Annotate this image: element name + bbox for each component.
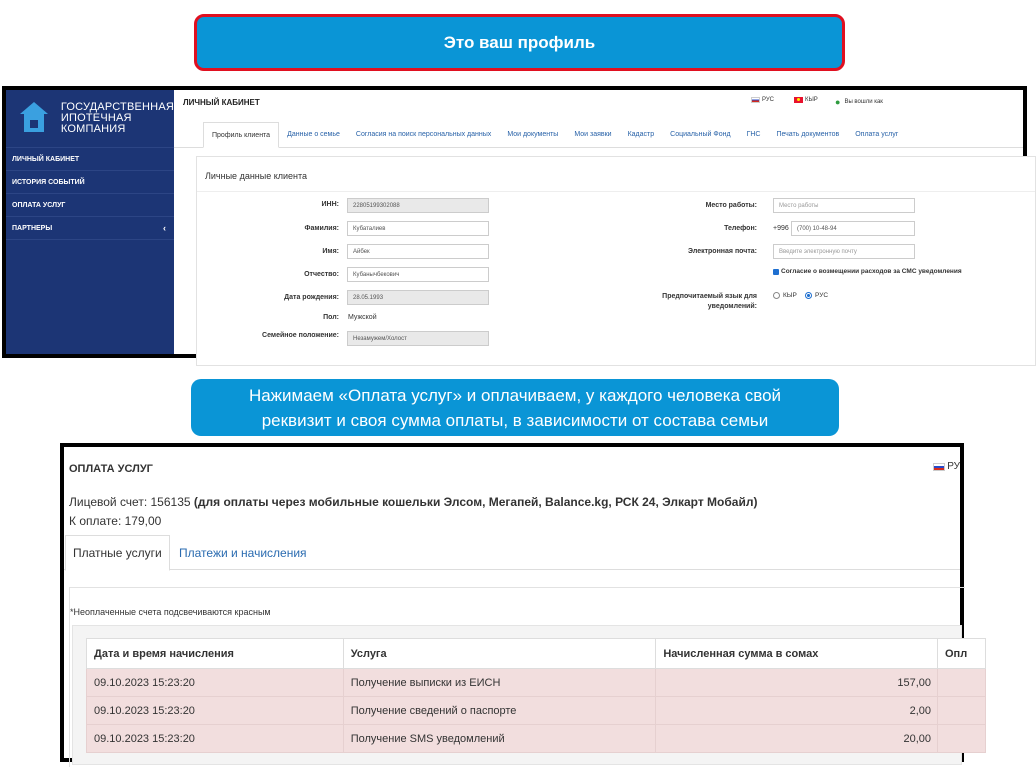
name-label: Имя: [322,248,339,255]
tab-payments-charges[interactable]: Платежи и начисления [179,545,307,560]
inn-field: 22805199302088 [347,198,489,213]
phone-prefix: +996 [773,225,789,232]
phone-field[interactable]: (700) 10-48-94 [791,221,915,236]
russia-flag-icon [751,97,760,103]
checkbox-checked-icon [773,269,779,275]
row-service: Получение выписки из ЕИСН [343,669,656,697]
page-title: ЛИЧНЫЙ КАБИНЕТ [183,98,260,107]
lang-pref-label: Предпочитаемый язык для уведомлений: [662,293,757,310]
row-date: 09.10.2023 15:23:20 [87,725,344,753]
table-row[interactable] [87,725,986,753]
services-table-wrap [72,625,968,765]
gender-value: Мужской [348,314,377,321]
unpaid-note: *Неоплаченные счета подсвечиваются красным [70,607,271,617]
chevron-left-icon: ‹ [163,223,166,233]
sidebar-item-partners[interactable]: ПАРТНЕРЫ ‹ [6,217,174,240]
email-label: Электронная почта: [688,248,757,255]
surname-field[interactable]: Кубаталиев [347,221,489,236]
sidebar-item-cabinet[interactable]: ЛИЧНЫЙ КАБИНЕТ [6,148,174,171]
tab-social-fund[interactable]: Социальный Фонд [670,130,731,138]
payment-tabs [64,535,960,570]
inn-label: ИНН: [321,201,339,208]
surname-label: Фамилия: [304,225,339,232]
col-amount[interactable]: Начисленная сумма в сомах [656,639,938,669]
profile-screenshot [2,86,1027,358]
tab-documents[interactable]: Мои документы [507,130,559,138]
table-header [87,639,986,669]
work-field[interactable]: Место работы [773,198,915,213]
user-menu[interactable]: ● Вы вошли как [835,97,883,107]
lang-switch-kg[interactable]: КЫР [794,97,818,103]
row-amount: 20,00 [656,725,938,753]
personal-data-panel [196,156,1036,366]
callout-profile-text: Это ваш профиль [443,32,596,52]
lang-switch-ru[interactable]: РУС [751,97,774,103]
family-status-label: Семейное положение: [262,332,339,339]
radio-on-icon [805,292,812,299]
callout-payment-line2: реквизит и своя сумма оплаты, в зависимости от состава семьи [261,411,769,430]
sidebar [6,90,174,354]
profile-tabs [174,120,1023,148]
tab-family[interactable]: Данные о семье [287,130,340,138]
kyrgyzstan-flag-icon [794,97,803,103]
col-date[interactable]: Дата и время начисления [87,639,344,669]
tab-applications[interactable]: Мои заявки [574,130,612,138]
services-table [86,638,986,753]
patronymic-field[interactable]: Кубанычбекович [347,267,489,282]
payment-screenshot [60,443,968,762]
gender-label: Пол: [323,314,339,321]
callout-profile [194,14,845,71]
email-field[interactable]: Введите электронную почту [773,244,915,259]
section-title: Личные данные клиента [205,171,308,181]
lang-switch-ru[interactable]: РУ [933,461,960,472]
row-date: 09.10.2023 15:23:20 [87,697,344,725]
col-paid[interactable]: Опл [938,639,986,669]
birth-date-field: 28.05.1993 [347,290,489,305]
row-service: Получение SMS уведомлений [343,725,656,753]
sms-consent-checkbox[interactable]: Согласие о возмещении расходов за СМС уведомления [773,268,962,275]
tab-print[interactable]: Печать документов [776,130,840,138]
user-icon: ● [835,97,841,107]
table-row[interactable] [87,697,986,725]
row-service: Получение сведений о паспорте [343,697,656,725]
header [174,90,1023,116]
phone-label: Телефон: [724,225,757,232]
work-label: Место работы: [705,202,757,209]
tab-consents[interactable]: Согласия на поиск персональных данных [355,130,492,138]
sidebar-item-payment[interactable]: ОПЛАТА УСЛУГ [6,194,174,217]
family-status-field: Незамужем/Холост [347,331,489,346]
radio-off-icon [773,292,780,299]
russia-flag-icon [933,463,945,471]
lang-pref-kg-radio[interactable]: КЫР [773,292,797,299]
house-logo-icon [18,102,49,136]
name-field[interactable]: Айбек [347,244,489,259]
tab-profile[interactable]: Профиль клиента [203,122,279,148]
lang-pref-ru-radio[interactable]: РУС [805,292,828,299]
sidebar-item-history[interactable]: ИСТОРИЯ СОБЫТИЙ [6,171,174,194]
amount-to-pay: К оплате: 179,00 [69,514,162,528]
tab-payment[interactable]: Оплата услуг [855,130,899,138]
tab-cadastre[interactable]: Кадастр [627,130,655,138]
callout-payment [191,379,839,436]
col-service[interactable]: Услуга [343,639,656,669]
payment-title: ОПЛАТА УСЛУГ [69,463,153,475]
callout-payment-line1: Нажимаем «Оплата услуг» и оплачиваем, у каждого человека свой [248,386,782,405]
tab-tax[interactable]: ГНС [746,130,761,138]
logo-text: ГОСУДАРСТВЕННАЯ ИПОТЕЧНАЯ КОМПАНИЯ [60,101,174,135]
row-amount: 157,00 [656,669,938,697]
logo[interactable] [6,90,174,148]
patronymic-label: Отчество: [304,271,339,278]
account-info: Лицевой счет: 156135 (для оплаты через мобильные кошельки Элсом, Мегапей, Balance.kg, РСК 24, Элкарт Мобайл) [69,495,758,509]
row-amount: 2,00 [656,697,938,725]
tab-paid-services[interactable]: Платные услуги [65,535,170,571]
birth-date-label: Дата рождения: [284,294,339,301]
row-date: 09.10.2023 15:23:20 [87,669,344,697]
table-row[interactable] [87,669,986,697]
